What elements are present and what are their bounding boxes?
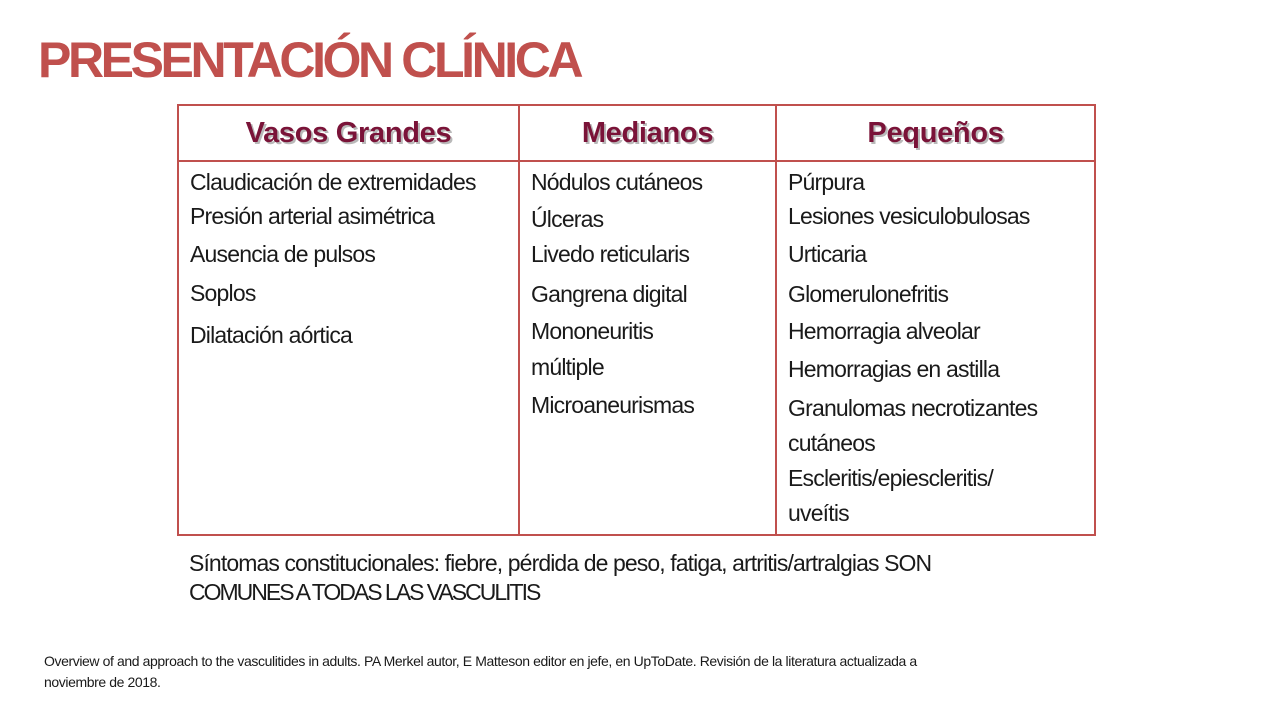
- cell-vasos-grandes: [178, 161, 519, 535]
- constitutional-symptoms-note: [189, 549, 1089, 607]
- header-pequenos: Pequeños: [776, 105, 1095, 161]
- citation-line-1: Overview of and approach to the vasculitides in adults. PA Merkel autor, E Matteson editor en jefe, en UpToDate. Revisión de la literatura actualizada a: [44, 653, 917, 669]
- reference-citation: [44, 651, 1224, 693]
- table-body-row: [178, 161, 1095, 535]
- list-item: Soplos: [190, 280, 256, 306]
- list-item: Ausencia de pulsos: [190, 241, 376, 267]
- header-medianos: Medianos: [519, 105, 776, 161]
- list-item: Hemorragias en astilla: [788, 356, 1000, 382]
- list-item: Úlceras: [531, 206, 604, 232]
- list-item: Gangrena digital: [531, 281, 687, 307]
- note-line-1: Síntomas constitucionales: fiebre, pérdida de peso, fatiga, artritis/artralgias SON: [189, 550, 932, 576]
- list-item: Livedo reticularis: [531, 241, 690, 267]
- list-item: Microaneurismas: [531, 392, 695, 418]
- list-item: Claudicación de extremidades: [190, 169, 476, 195]
- list-item: Dilatación aórtica: [190, 322, 353, 348]
- list-item: uveítis: [788, 500, 849, 526]
- list-item: Lesiones vesiculobulosas: [788, 203, 1030, 229]
- list-item: Presión arterial asimétrica: [190, 203, 435, 229]
- list-item: cutáneos: [788, 430, 875, 456]
- list-item: Nódulos cutáneos: [531, 169, 703, 195]
- table-header-row: [178, 105, 1095, 161]
- cell-medianos: [519, 161, 776, 535]
- slide-title: PRESENTACIÓN CLÍNICA: [38, 32, 581, 88]
- citation-line-2: noviembre de 2018.: [44, 674, 161, 690]
- list-item: múltiple: [531, 354, 604, 380]
- list-item: Púrpura: [788, 169, 865, 195]
- list-item: Urticaria: [788, 241, 867, 267]
- list-item: Granulomas necrotizantes: [788, 395, 1038, 421]
- list-item: Escleritis/epiescleritis/: [788, 465, 993, 491]
- header-vasos-grandes: Vasos Grandes: [178, 105, 519, 161]
- list-item: Glomerulonefritis: [788, 281, 949, 307]
- note-line-2: COMUNES A TODAS LAS VASCULITIS: [189, 579, 540, 605]
- list-item: Hemorragia alveolar: [788, 318, 980, 344]
- vasculitis-table: [177, 104, 1096, 536]
- cell-pequenos: [776, 161, 1095, 535]
- list-item: Mononeuritis: [531, 318, 654, 344]
